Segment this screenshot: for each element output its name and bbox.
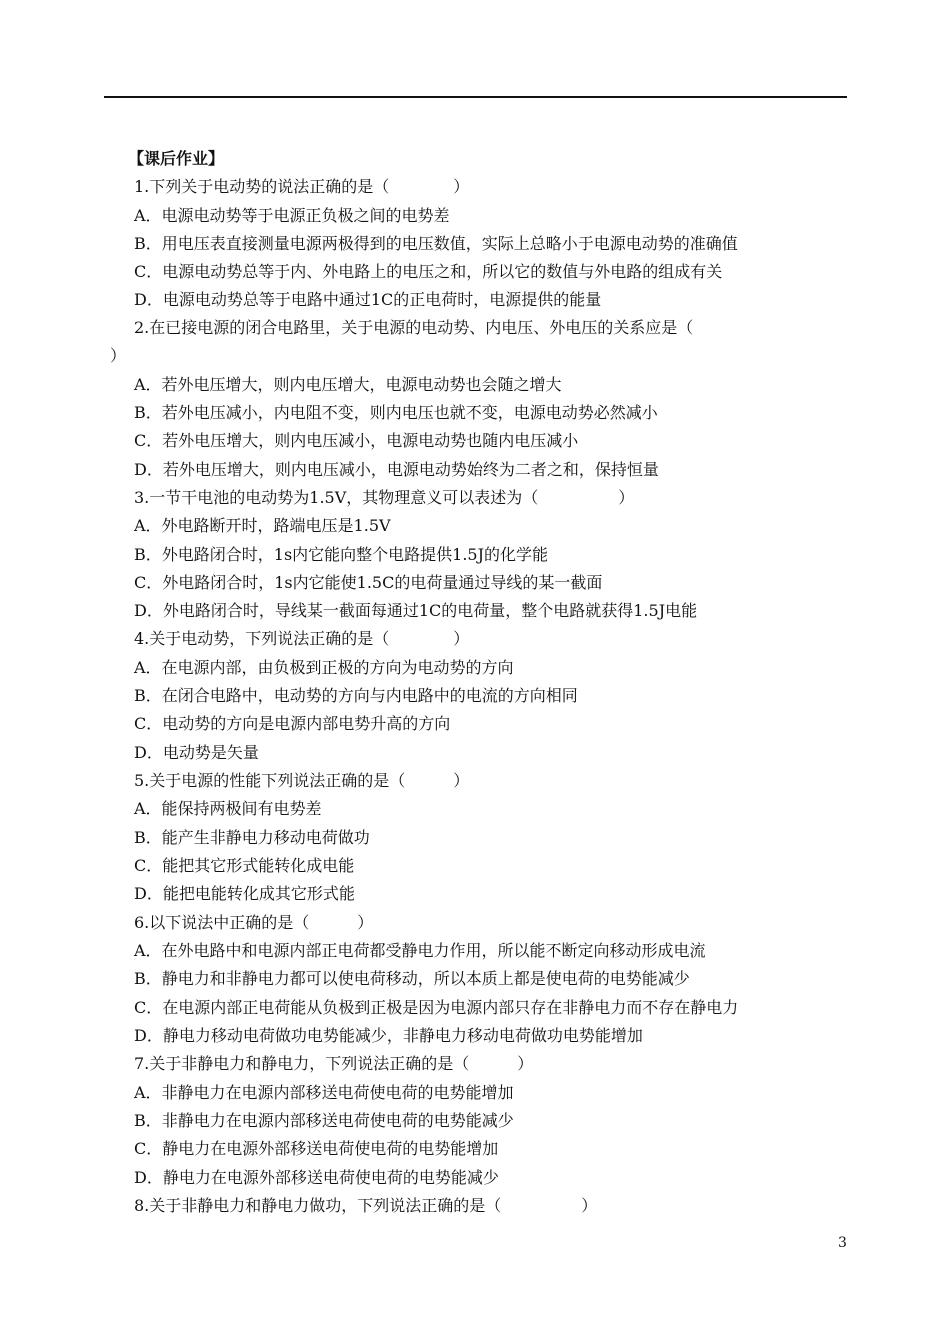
question-6-option-b: B．静电力和非静电力都可以使电荷移动，所以本质上都是使电荷的电势能减少 bbox=[134, 969, 690, 988]
question-4-option-c: C．电动势的方向是电源内部电势升高的方向 bbox=[134, 714, 451, 733]
question-6-option-c: C．在电源内部正电荷能从负极到正极是因为电源内部只存在非静电力而不存在静电力 bbox=[134, 998, 739, 1017]
page-number: 3 bbox=[838, 1235, 847, 1251]
question-2-option-b: B．若外电压减小，内电阻不变，则内电压也就不变，电源电动势必然减小 bbox=[134, 403, 658, 422]
question-2-stem-cont: ） bbox=[110, 346, 127, 365]
question-3-stem: 3.一节干电池的电动势为1.5V，其物理意义可以表述为（ ） bbox=[134, 488, 635, 507]
question-6-option-a: A．在外电路中和电源内部正电荷都受静电力作用，所以能不断定向移动形成电流 bbox=[134, 941, 706, 960]
question-8-stem: 8.关于非静电力和静电力做功，下列说法正确的是（ ） bbox=[134, 1196, 598, 1215]
question-1-option-c: C．电源电动势总等于内、外电路上的电压之和，所以它的数值与外电路的组成有关 bbox=[134, 262, 723, 281]
question-5-option-d: D．能把电能转化成其它形式能 bbox=[134, 884, 355, 903]
question-2-option-d: D．若外电压增大，则内电压减小，电源电动势始终为二者之和，保持恒量 bbox=[134, 460, 659, 479]
section-title: 【课后作业】 bbox=[128, 149, 225, 168]
question-4-stem: 4.关于电动势，下列说法正确的是（ ） bbox=[134, 629, 470, 648]
question-3-option-a: A．外电路断开时，路端电压是1.5V bbox=[134, 516, 391, 535]
question-5-option-c: C．能把其它形式能转化成电能 bbox=[134, 856, 355, 875]
question-6-stem: 6.以下说法中正确的是（ ） bbox=[134, 913, 374, 932]
question-6-option-d: D．静电力移动电荷做功电势能减少，非静电力移动电荷做功电势能增加 bbox=[134, 1026, 643, 1045]
question-3-option-d: D．外电路闭合时，导线某一截面每通过1C的电荷量，整个电路就获得1.5J电能 bbox=[134, 601, 698, 620]
question-7-option-b: B．非静电力在电源内部移送电荷使电荷的电势能减少 bbox=[134, 1111, 514, 1130]
question-3-option-c: C．外电路闭合时，1s内它能使1.5C的电荷量通过导线的某一截面 bbox=[134, 573, 603, 592]
question-2-option-a: A．若外电压增大，则内电压增大，电源电动势也会随之增大 bbox=[134, 375, 562, 394]
question-5-stem: 5.关于电源的性能下列说法正确的是（ ） bbox=[134, 771, 470, 790]
question-1-option-d: D．电源电动势总等于电路中通过1C的正电荷时，电源提供的能量 bbox=[134, 290, 602, 309]
question-3-option-b: B．外电路闭合时，1s内它能向整个电路提供1.5J的化学能 bbox=[134, 545, 549, 564]
question-1-stem: 1.下列关于电动势的说法正确的是（ ） bbox=[134, 177, 470, 196]
question-4-option-a: A．在电源内部，由负极到正极的方向为电动势的方向 bbox=[134, 658, 514, 677]
question-4-option-b: B．在闭合电路中，电动势的方向与内电路中的电流的方向相同 bbox=[134, 686, 578, 705]
question-7-option-a: A．非静电力在电源内部移送电荷使电荷的电势能增加 bbox=[134, 1083, 514, 1102]
question-1-option-a: A．电源电动势等于电源正负极之间的电势差 bbox=[134, 206, 450, 225]
question-2-stem: 2.在已接电源的闭合电路里，关于电源的电动势、内电压、外电压的关系应是（ bbox=[134, 318, 694, 337]
question-4-option-d: D．电动势是矢量 bbox=[134, 743, 259, 762]
question-1-option-b: B．用电压表直接测量电源两极得到的电压数值，实际上总略小于电源电动势的准确值 bbox=[134, 234, 738, 253]
question-2-option-c: C．若外电压增大，则内电压减小，电源电动势也随内电压减小 bbox=[134, 431, 579, 450]
question-7-stem: 7.关于非静电力和静电力，下列说法正确的是（ ） bbox=[134, 1054, 534, 1073]
header-rule bbox=[104, 96, 847, 98]
question-7-option-c: C．静电力在电源外部移送电荷使电荷的电势能增加 bbox=[134, 1139, 499, 1158]
question-5-option-b: B．能产生非静电力移动电荷做功 bbox=[134, 828, 370, 847]
question-7-option-d: D．静电力在电源外部移送电荷使电荷的电势能减少 bbox=[134, 1168, 499, 1187]
question-5-option-a: A．能保持两极间有电势差 bbox=[134, 799, 322, 818]
